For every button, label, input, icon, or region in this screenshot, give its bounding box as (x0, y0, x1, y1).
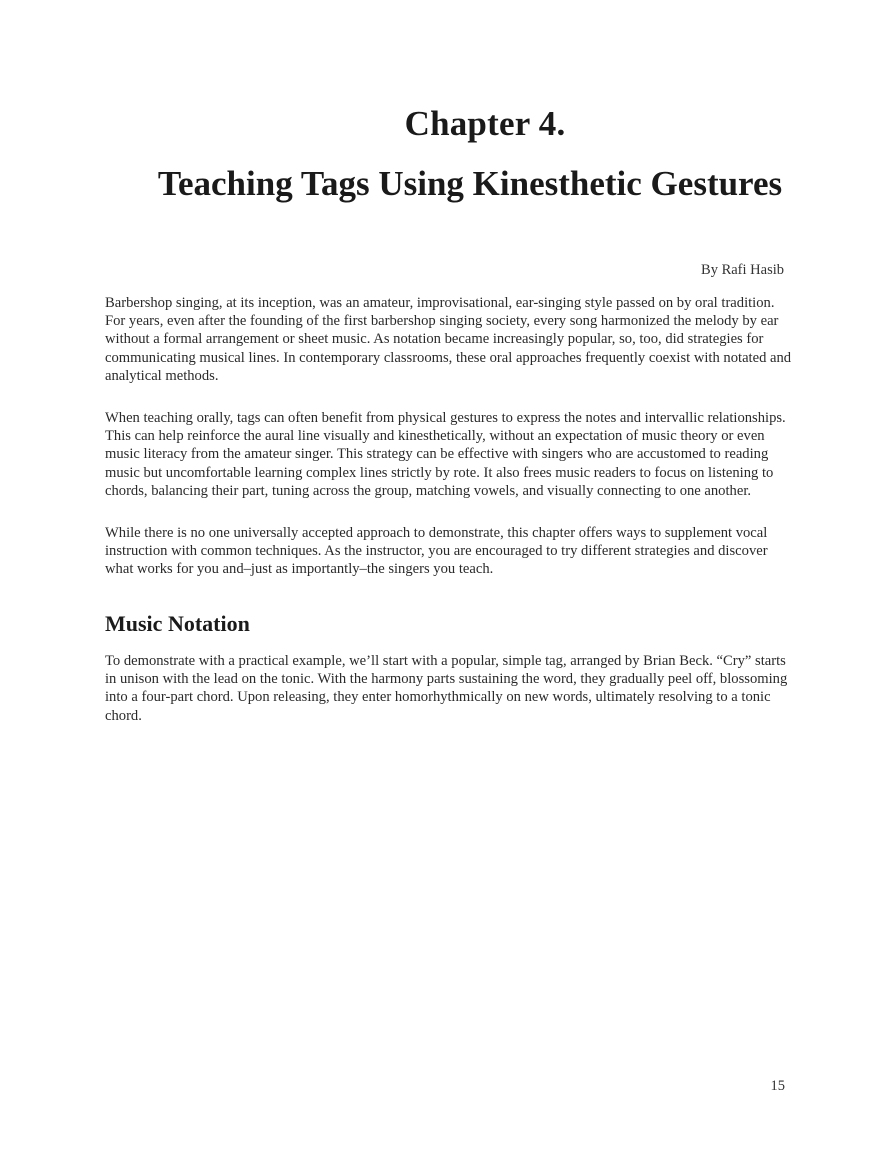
chapter-title: Teaching Tags Using Kinesthetic Gestures (157, 164, 783, 203)
author-byline: By Rafi Hasib (701, 262, 784, 278)
intro-paragraph-2: When teaching orally, tags can often benefit from physical gestures to express the notes and intervallic relationships. This can help reinforce the aural line visually and kinesthetically, without an expectation of music theory or even music literacy from the amateur singer. This strategy can be effective with singers who are accustomed to reading music but uncomfortable learning complex lines strictly by rote. It also frees music readers to focus on listening to chords, balancing their part, tuning across the group, matching vowels, and visually connecting to one another. (105, 410, 786, 499)
intro-paragraph-1: Barbershop singing, at its inception, was an amateur, improvisational, ear-singing style passed on by oral tradition. For years, even after the founding of the first barbershop singing society, every song harmonized the melody by ear without a formal arrangement or sheet music. As notation became increasingly popular, so, too, did strategies for communicating musical lines. In contemporary classrooms, these oral approaches frequently coexist with notated and analytical methods. (105, 295, 792, 384)
section-paragraph: To demonstrate with a practical example, we’ll start with a popular, simple tag, arranged by Brian Beck. “Cry” starts in unison with the lead on the tonic. With the harmony parts sustaining the word, they gradually peel off, blossoming into a four-part chord. Upon releasing, they enter homorhythmically on new words, ultimately resolving to a tonic chord. (105, 653, 788, 724)
section-heading: Music Notation (105, 611, 250, 636)
page-number: 15 (770, 1078, 785, 1094)
intro-paragraph-3: While there is no one universally accepted approach to demonstrate, this chapter offers ways to supplement vocal instruction with common techniques. As the instructor, you are encouraged to try different strategies and discover what works for you and–just as importantly–the singers you teach. (105, 525, 768, 578)
chapter-number: Chapter 4. (404, 104, 566, 143)
